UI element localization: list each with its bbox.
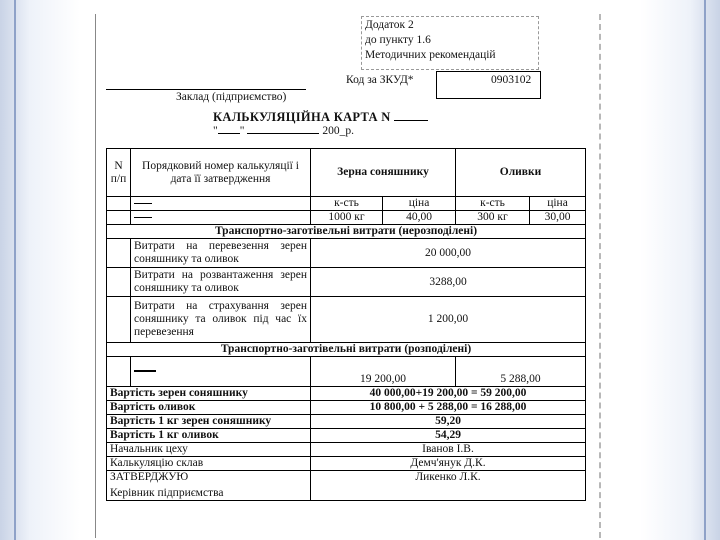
- appendix-note: [361, 16, 539, 70]
- olives-cost-label: Вартість оливок: [107, 401, 311, 415]
- calculation-table: [106, 148, 586, 501]
- section2-title-row: [107, 343, 586, 357]
- qty-n-cell: [107, 211, 131, 225]
- col-olives-header: Оливки: [456, 149, 586, 197]
- calc-name: Демч'янук Д.К.: [311, 457, 586, 471]
- approve-row: [107, 471, 586, 501]
- distributed-order-cell: [131, 357, 311, 387]
- card-title: [213, 110, 428, 125]
- transport-label: Витрати на перевезення зерен соняшнику та оливок: [131, 239, 311, 268]
- org-underline: [106, 89, 306, 90]
- olives-qty-header: к-сть: [456, 197, 530, 211]
- head-signature-row: [107, 443, 586, 457]
- document-sheet: [95, 14, 601, 538]
- appendix-line-3: Методичних рекомендацій: [365, 49, 496, 61]
- transport-n-cell: [107, 239, 131, 268]
- seeds-kg-value: 59,20: [311, 415, 586, 429]
- dash-mark: [134, 203, 152, 204]
- code-value: 0903102: [491, 74, 532, 86]
- seeds-price-value: 40,00: [383, 211, 456, 225]
- unloading-n-cell: [107, 268, 131, 297]
- section1-title-row: [107, 225, 586, 239]
- distributed-n-cell: [107, 357, 131, 387]
- appendix-line-1: Додаток 2: [365, 19, 414, 31]
- transport-row: [107, 239, 586, 268]
- seeds-cost-label: Вартість зерен соняшнику: [107, 387, 311, 401]
- seeds-qty-header: к-сть: [311, 197, 383, 211]
- seeds-kg-label: Вартість 1 кг зерен соняшнику: [107, 415, 311, 429]
- approve-label: ЗАТВЕРДЖУЮ: [110, 471, 189, 483]
- date-quote-open: ": [213, 125, 218, 137]
- olives-qty-value: 300 кг: [456, 211, 530, 225]
- insurance-row: [107, 297, 586, 343]
- section2-title: Транспортно-заготівельні витрати (розподілені): [107, 343, 586, 357]
- insurance-n-cell: [107, 297, 131, 343]
- card-number-blank: [394, 120, 428, 121]
- olives-kg-label: Вартість 1 кг оливок: [107, 429, 311, 443]
- olives-cost-value: 10 800,00 + 5 288,00 = 16 288,00: [311, 401, 586, 415]
- date-day-blank: [218, 133, 240, 134]
- slide-frame-right: [704, 0, 706, 540]
- olives-kg-row: [107, 429, 586, 443]
- dash-mark: [134, 217, 152, 218]
- card-date: [213, 125, 354, 137]
- unloading-value: 3288,00: [311, 268, 586, 297]
- calc-signature-row: [107, 457, 586, 471]
- appendix-line-2: до пункту 1.6: [365, 34, 431, 46]
- table-subheader-row: [107, 197, 586, 211]
- seeds-kg-row: [107, 415, 586, 429]
- distributed-row: [107, 357, 586, 387]
- insurance-label: Витрати на страхування зерен соняшнику та оливок під час їх перевезення: [131, 297, 311, 343]
- qty-order-cell: [131, 211, 311, 225]
- insurance-value: 1 200,00: [311, 297, 586, 343]
- distributed-seeds-value: 19 200,00: [311, 357, 456, 387]
- date-quote-close: ": [239, 125, 245, 137]
- olives-price-value: 30,00: [530, 211, 586, 225]
- seeds-cost-value: 40 000,00+19 200,00 = 59 200,00: [311, 387, 586, 401]
- director-name: Ликенко Л.К.: [311, 471, 586, 501]
- seeds-price-header: ціна: [383, 197, 456, 211]
- subheader-order-cell: [131, 197, 311, 211]
- seeds-cost-row: [107, 387, 586, 401]
- col-order-header: Порядковий номер калькуляції і дата її затвердження: [131, 149, 311, 197]
- transport-value: 20 000,00: [311, 239, 586, 268]
- head-label: Начальник цеху: [107, 443, 311, 457]
- director-label: Керівник підприємства: [110, 487, 224, 499]
- date-year: 200_р.: [322, 125, 355, 137]
- unloading-row: [107, 268, 586, 297]
- col-seeds-header: Зерна соняшнику: [311, 149, 456, 197]
- org-label: Заклад (підприємство): [176, 91, 287, 103]
- subheader-n-cell: [107, 197, 131, 211]
- table-header-row: [107, 149, 586, 197]
- slide-frame-left: [14, 0, 16, 540]
- distributed-olives-value: 5 288,00: [456, 357, 586, 387]
- seeds-qty-value: 1000 кг: [311, 211, 383, 225]
- head-name: Іванов І.В.: [311, 443, 586, 457]
- date-month-blank: [247, 133, 319, 134]
- olives-kg-value: 54,29: [311, 429, 586, 443]
- dash-mark: [134, 370, 156, 372]
- section1-title: Транспортно-заготівельні витрати (нерозподілені): [107, 225, 586, 239]
- card-title-text: КАЛЬКУЛЯЦІЙНА КАРТА N: [213, 110, 391, 124]
- unloading-label: Витрати на розвантаження зерен соняшнику та оливок: [131, 268, 311, 297]
- code-label: Код за ЗКУД*: [346, 74, 414, 86]
- table-quantity-row: [107, 211, 586, 225]
- col-n-header: N п/п: [107, 149, 131, 197]
- olives-cost-row: [107, 401, 586, 415]
- olives-price-header: ціна: [530, 197, 586, 211]
- calc-label: Калькуляцію склав: [107, 457, 311, 471]
- approve-cell: [107, 471, 311, 501]
